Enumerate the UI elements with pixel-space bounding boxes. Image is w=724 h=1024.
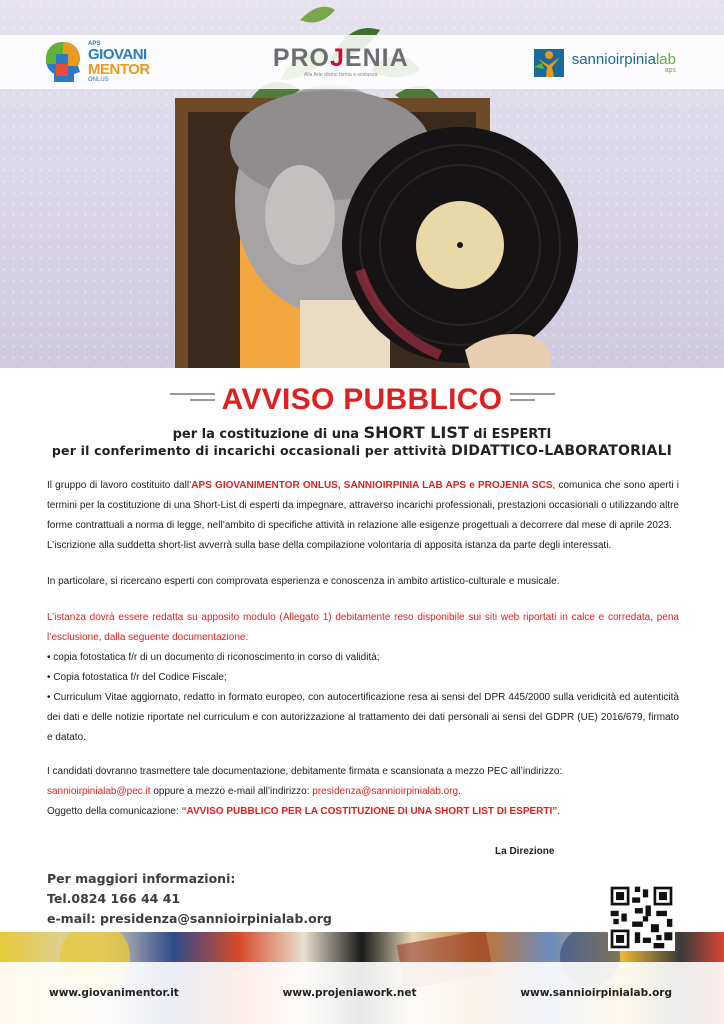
paragraph-experts: In particolare, si ricercano esperti con comprovata esperienza e conoscenza in ambito artistico-culturale e musicale. [47,576,560,587]
sannioirpinia-aps: aps [664,66,676,74]
projenia-logo [273,46,409,78]
subtitle-line-1 [0,423,724,442]
signature: La Direzione [495,846,555,857]
contact-heading: Per maggiori informazioni: [47,871,236,886]
footer-links [0,962,724,1024]
footer-link-projenia[interactable]: www.projeniawork.net [282,987,417,999]
pec-address-link[interactable]: sannioirpinialab@pec.it [47,786,151,797]
paragraph-registration: L’iscrizione alla suddetta short-list avverrà sulla base della compilazione volontaria di apposita istanza da parte degli interessati. [47,540,612,551]
subject-end: . [557,806,561,817]
subtitle2-pre: per il conferimento di incarichi occasionali per attività [51,443,452,458]
contact-info [47,869,332,929]
subtitle1-pre: per la costituzione di una [172,427,364,442]
paragraph-addresses [47,782,679,802]
giovanimentor-onlus: ONLUS [88,77,109,83]
page-title: AVVISO PUBBLICO [221,383,503,416]
paragraph-submission: I candidati dovranno trasmettere tale documentazione, debitamente firmata e scansionata a mezzo PEC all’indirizzo: [47,766,563,777]
qr-code-icon [608,884,675,951]
intro-orgs: APS GIOVANIMENTOR ONLUS, SANNIOIRPINIA LAB APS e PROJENIA SCS [191,480,553,491]
subtitle2-big: DIDATTICO-LABORATORIALI [451,443,673,459]
giovanimentor-line1: GIOVANI [88,46,147,63]
paragraph-intro [47,476,679,536]
doc-item-1: • copia fotostatica f/r di un documento di riconoscimento in corso di validità; [47,652,380,663]
contact-email[interactable]: e-mail: presidenza@sannioirpinialab.org [47,911,332,926]
intro-pre: Il gruppo di lavoro costituito dall’ [47,480,192,491]
subtitle-line-2 [0,443,724,459]
subtitle1-big: SHORT LIST [363,423,469,442]
giovanimentor-logo [44,40,150,84]
sannioirpinia-lab: lab [655,50,676,68]
projenia-name-a: PRO [272,44,330,72]
giovanimentor-aps: APS [88,41,101,47]
addresses-end: . [458,786,461,797]
logo-bar [0,35,724,89]
intro-post: , comunica che sono aperti i termini per la costituzione di una Short-List di esperti da impegnare, attraverso incarichi professionali, prestazioni occasionali o utilizzando altre forme contrattuali a norma di legge, nell’ambito di specifiche attività in relazione alle esigenze progettuali a decorrere dal mese di aprile 2023. [47,480,679,531]
doc-item-2: • Copia fotostatica f/r del Codice Fiscale; [47,672,227,683]
sannioirpinia-logo [532,45,676,79]
footer-link-giovanimentor[interactable]: www.giovanimentor.it [49,987,179,999]
notice-body [47,476,679,822]
puzzle-head-icon [44,40,82,84]
subject-value: “AVVISO PUBBLICO PER LA COSTITUZIONE DI UNA SHORT LIST DI ESPERTI” [181,806,558,817]
hero-image [0,0,724,368]
giovanimentor-line2: MENTOR [88,61,150,78]
footer-link-sannioirpinia[interactable]: www.sannioirpinialab.org [520,987,672,999]
qr-code[interactable] [608,884,675,951]
projenia-name-j: J [330,44,345,72]
subtitle1-post: di ESPERTI [468,427,552,442]
email-address-link[interactable]: presidenza@sannioirpinialab.org [312,786,459,797]
addresses-mid: oppure a mezzo e-mail all’indirizzo: [150,786,313,797]
subject-label: Oggetto della comunicazione: [47,806,182,817]
projenia-tagline: Alla Arte diamo forma e sostanza [304,72,378,78]
paragraph-application: L’istanza dovrà essere redatta su apposito modulo (Allegato 1) debitamente reso disponibile sui siti web riportati in calce e corredata, pena l’esclusione, dalla seguente documentazione: [47,612,679,643]
sannioirpinia-figure-icon [532,45,566,79]
sannioirpinia-name: sannioirpinia [571,50,656,68]
contact-phone[interactable]: Tel.0824 166 44 41 [47,891,181,906]
doc-item-3: • Curriculum Vitae aggiornato, redatto in formato europeo, con autocertificazione resa ai sensi del DPR 445/2000 sulla veridicità ed autenticità dei dati e delle notizie riportate nel curriculum e con autorizzazione al trattamento dei dati personali ai sensi del GDPR (UE) 2016/679, firmato e datato. [47,692,679,743]
paragraph-subject [47,802,679,822]
projenia-name-b: ENIA [344,44,409,72]
